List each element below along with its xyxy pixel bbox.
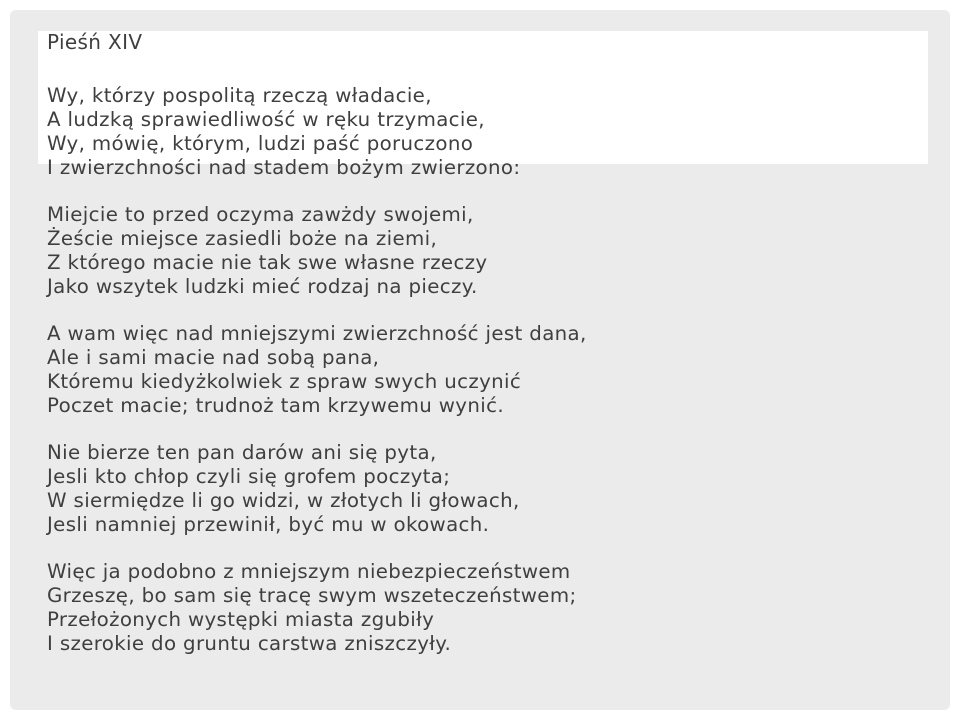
- slide: [10, 10, 950, 710]
- poem-line: W siermiędze li go widzi, w złotych li głowach,: [47, 489, 520, 512]
- poem-line: I zwierzchności nad stadem bożym zwierzono:: [47, 156, 521, 179]
- poem-line: Jesli namniej przewinił, być mu w okowach.: [47, 513, 490, 536]
- stanza-2: [47, 203, 587, 299]
- poem-line: I szerokie do gruntu carstwa zniszczyły.: [47, 632, 452, 655]
- poem-line: Grzeszę, bo sam się tracę swym wszeteczeństwem;: [47, 584, 577, 607]
- poem-line: Jesli kto chłop czyli się grofem poczyta;: [47, 465, 451, 488]
- poem-line: Wy, którzy pospolitą rzeczą władacie,: [47, 84, 432, 107]
- poem-text-block: [47, 30, 587, 656]
- poem-line: Miejcie to przed oczyma zawżdy swojemi,: [47, 203, 474, 226]
- poem-line: Któremu kiedyżkolwiek z spraw swych uczynić: [47, 370, 522, 393]
- poem-line: Żeście miejsce zasiedli boże na ziemi,: [47, 227, 438, 250]
- poem-line: Wy, mówię, którym, ludzi paść poruczono: [47, 132, 474, 155]
- poem-line: Nie bierze ten pan darów ani się pyta,: [47, 441, 437, 464]
- poem-line: Ale i sami macie nad sobą pana,: [47, 346, 380, 369]
- poem-line: Więc ja podobno z mniejszym niebezpieczeństwem: [47, 560, 571, 583]
- poem-line: A wam więc nad mniejszymi zwierzchność jest dana,: [47, 322, 587, 345]
- poem-line: A ludzką sprawiedliwość w ręku trzymacie,: [47, 108, 485, 131]
- stanza-1: [47, 84, 587, 180]
- stanza-4: [47, 441, 587, 537]
- poem-line: Przełożonych występki miasta zgubiły: [47, 608, 435, 631]
- stanza-5: [47, 560, 587, 656]
- poem-line: Z którego macie nie tak swe własne rzeczy: [47, 251, 488, 274]
- poem-title: Pieśń XIV: [47, 30, 143, 54]
- poem-line: Jako wszytek ludzki mieć rodzaj na pieczy.: [47, 275, 478, 298]
- poem-line: Poczet macie; trudnoż tam krzywemu wynić.: [47, 394, 504, 417]
- stanza-3: [47, 322, 587, 418]
